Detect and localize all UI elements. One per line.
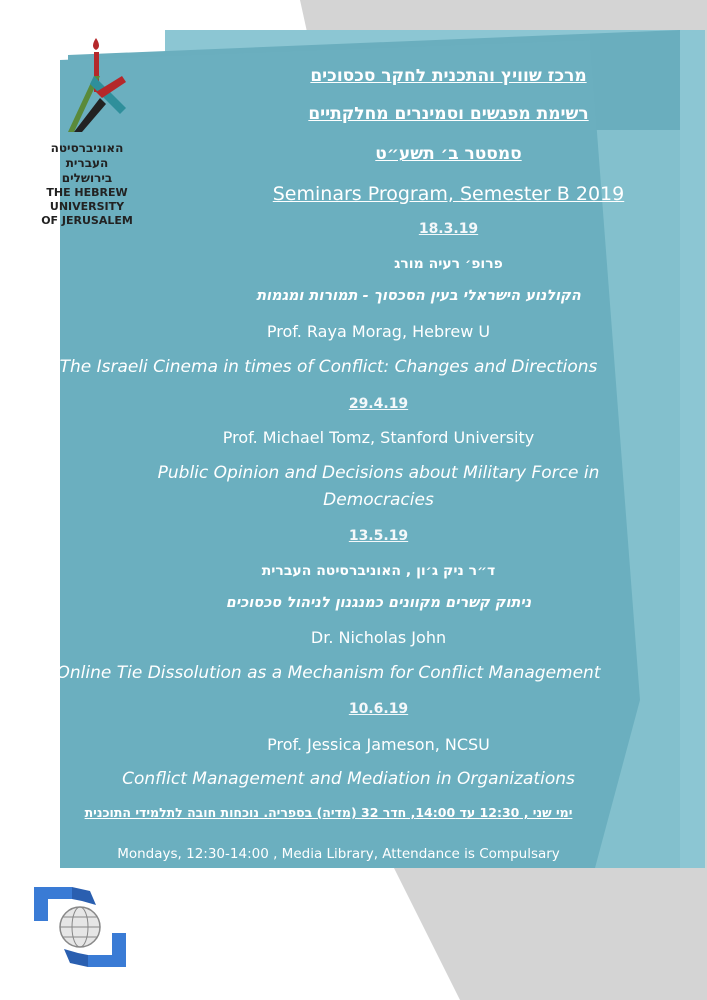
- speaker-english: Prof. Raya Morag, Hebrew U: [266, 322, 491, 341]
- speaker-english: Dr. Nicholas John: [310, 628, 447, 647]
- logo-hebrew-line: האוניברסיטה: [50, 141, 124, 155]
- logo-hebrew-line: בירושלים: [61, 171, 113, 185]
- topic-english: Conflict Management and Mediation in Organizations: [122, 769, 575, 789]
- footer-hebrew: ימי שני , 12:30 עד 14:00, חדר 32 (מדיה) בספריה. נוכחות חובה לתלמידי התוכנית: [84, 805, 573, 820]
- english-title: Seminars Program, Semester B 2019: [272, 183, 625, 205]
- hebrew-title-2: רשימת מפגשים וסמינרים מחלקתיים: [308, 104, 589, 124]
- topic-english-line1: Public Opinion and Decisions about Military Force in: [157, 463, 600, 483]
- logo-hebrew-line: העברית: [65, 156, 109, 170]
- seminar-date: 18.3.19: [418, 221, 479, 237]
- topic-english-line2: Democracies: [323, 490, 434, 510]
- topic-english: Online Tie Dissolution as a Mechanism for Conflict Management: [56, 663, 601, 683]
- seminar-date: 10.6.19: [348, 701, 409, 717]
- speaker-hebrew: ד״ר ניק ג׳ון , האוניברסיטה העברית: [261, 563, 496, 579]
- logo-mark-icon: [60, 36, 130, 136]
- footer-english: Mondays, 12:30-14:00 , Media Library, Attendance is Compulsary: [117, 846, 560, 862]
- logo-english-line: THE HEBREW: [46, 186, 128, 199]
- hebrew-title-1: מרכז שוויץ והתכנית לחקר סכסוכים: [310, 66, 587, 86]
- hebrew-title-3: סמסטר ב׳ תשע״ט: [375, 144, 522, 164]
- speaker-english: Prof. Jessica Jameson, NCSU: [267, 735, 490, 754]
- topic-hebrew: ניתוק קשרים מקוונים כמנגנון לניהול סכסוכים: [225, 595, 532, 611]
- logo-english-line: UNIVERSITY: [49, 200, 125, 213]
- speaker-english: Prof. Michael Tomz, Stanford University: [222, 428, 535, 447]
- seminar-date: 13.5.19: [348, 528, 409, 544]
- topic-english: The Israeli Cinema in times of Conflict: Changes and Directions: [59, 357, 598, 377]
- topic-hebrew: הקולנוע הישראלי בעין הסכסוך - תמורות ומגמות: [256, 288, 581, 304]
- logo-english-line: OF JERUSALEM: [41, 214, 133, 227]
- speaker-hebrew: פרופ׳ רעיה מורג: [394, 256, 503, 272]
- conflict-program-logo-icon: [30, 885, 130, 970]
- seminar-date: 29.4.19: [348, 396, 409, 412]
- logo-text: [22, 141, 152, 228]
